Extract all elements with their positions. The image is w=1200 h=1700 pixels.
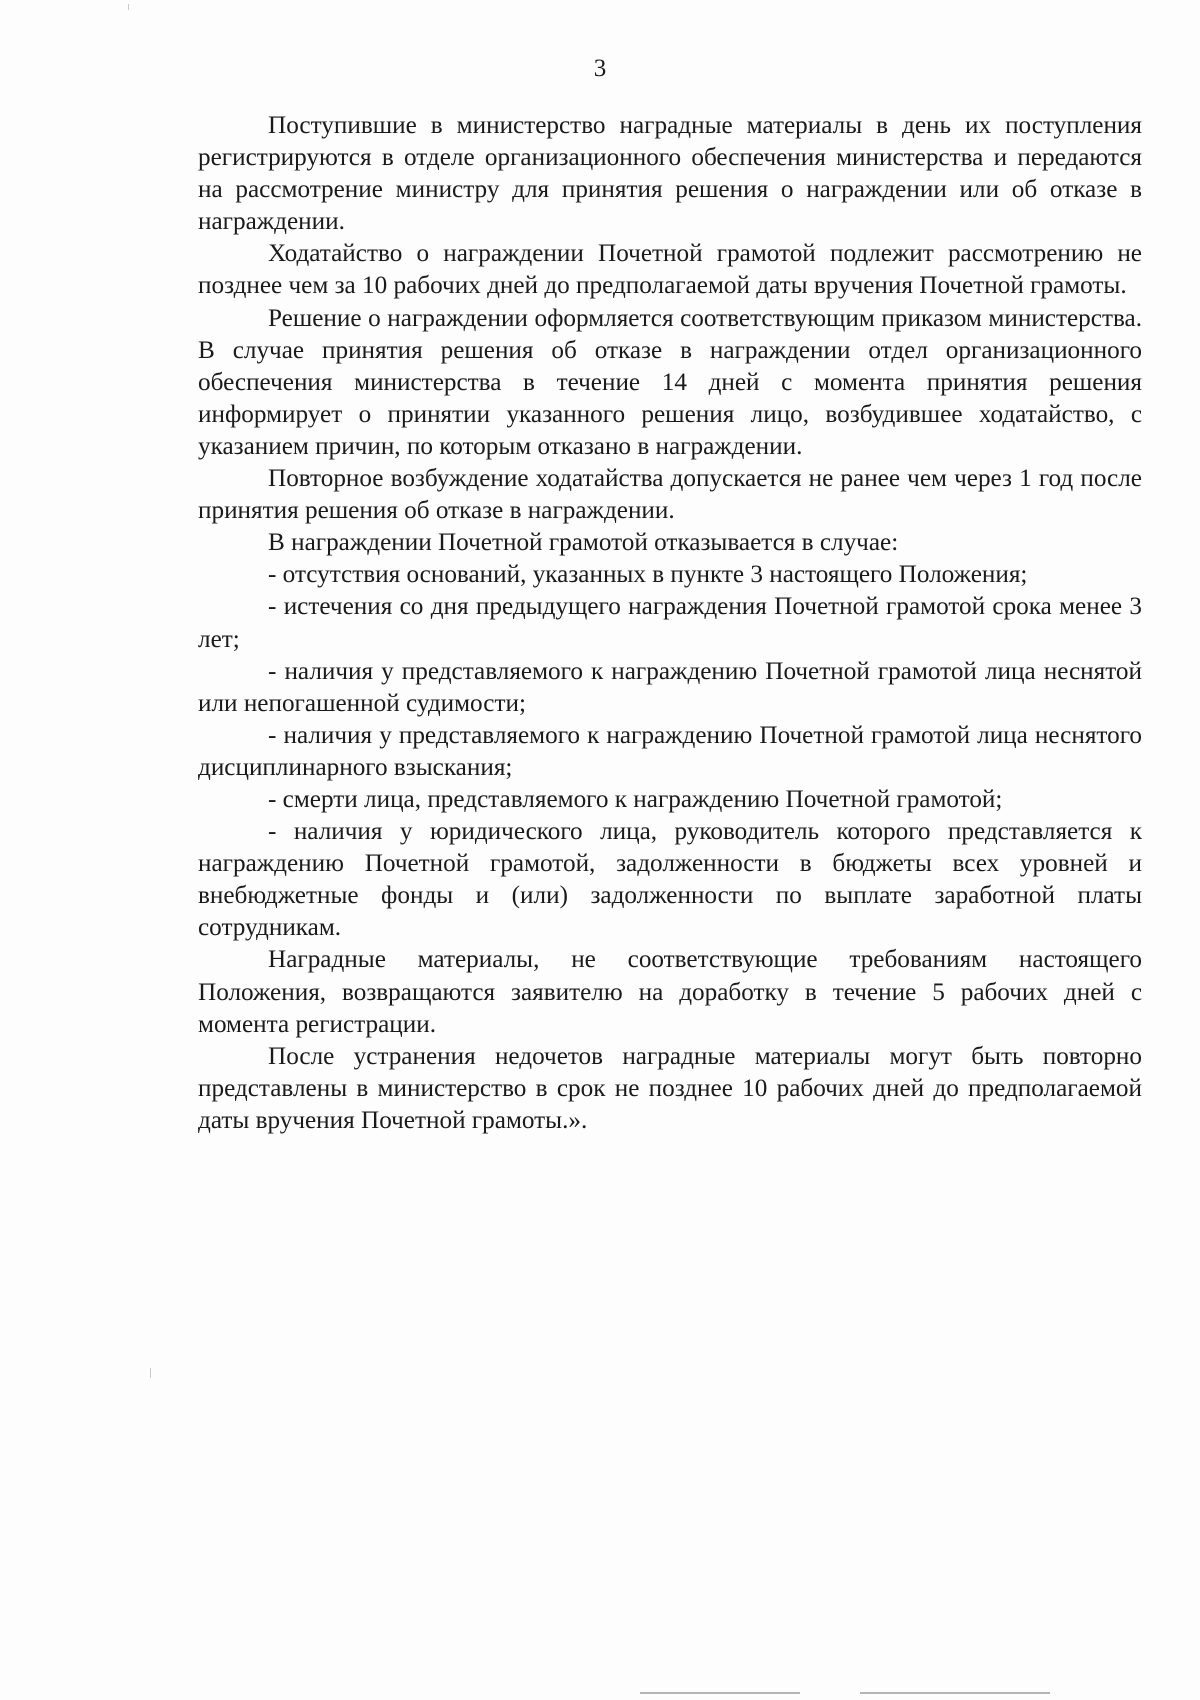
paragraph-refusal-intro: В награждении Почетной грамотой отказывается в случае: bbox=[268, 529, 899, 557]
list-item-debts: - наличия у юридического лица, руководитель которого представляется к награждению Почетной грамотой, задолженности в бюджеты всех уровней и внебюджетные фонды и (или) задолженности по выплате заработной платы сотрудникам. bbox=[198, 818, 1142, 942]
paragraph-registration: Поступившие в министерство наградные материалы в день их поступления регистрируются в отделе организационного обеспечения министерства и передаются на рассмотрение министру для принятия решения о награждении или об отказе в награждении. bbox=[198, 112, 1142, 236]
page-number: 3 bbox=[593, 55, 607, 82]
scan-speck-left bbox=[150, 1368, 151, 1378]
paragraph-return-materials: Наградные материалы, не соответствующие требованиям настоящего Положения, возвращаются заявителю на доработку в течение 5 рабочих дней с момента регистрации. bbox=[198, 946, 1142, 1038]
list-item-less-than-3-years: - истечения со дня предыдущего награждения Почетной грамотой срока менее 3 лет; bbox=[198, 593, 1142, 653]
paragraph-petition-review: Ходатайство о награждении Почетной грамотой подлежит рассмотрению не позднее чем за 10 рабочих дней до предполагаемой даты вручения Почетной грамоты. bbox=[198, 240, 1142, 300]
paragraph-resubmission: После устранения недочетов наградные материалы могут быть повторно представлены в министерство в срок не позднее 10 рабочих дней до предполагаемой даты вручения Почетной грамоты.». bbox=[198, 1042, 1142, 1134]
list-item-criminal-record: - наличия у представляемого к награждению Почетной грамотой лица неснятой или непогашенной судимости; bbox=[198, 657, 1142, 717]
document-body bbox=[198, 110, 1142, 1137]
paragraph-decision: Решение о награждении оформляется соответствующим приказом министерства. В случае принятия решения об отказе в награждении отдел организационного обеспечения министерства в течение 14 дней с момента принятия решения информирует о принятии указанного решения лицо, возбудившее ходатайство, с указанием причин, по которым отказано в награждении. bbox=[198, 304, 1142, 460]
footer-rule-right bbox=[860, 1692, 1050, 1694]
list-item-no-grounds: - отсутствия оснований, указанных в пункте 3 настоящего Положения; bbox=[268, 561, 1028, 589]
footer-rule-left bbox=[640, 1692, 800, 1694]
scan-speck-top-left bbox=[128, 4, 129, 10]
list-item-disciplinary: - наличия у представляемого к награждению Почетной грамотой лица неснятого дисциплинарного взыскания; bbox=[198, 721, 1142, 781]
list-item-death: - смерти лица, представляемого к награждению Почетной грамотой; bbox=[268, 785, 1003, 813]
paragraph-repeat-petition: Повторное возбуждение ходатайства допускается не ранее чем через 1 год после принятия решения об отказе в награждении. bbox=[198, 465, 1142, 525]
